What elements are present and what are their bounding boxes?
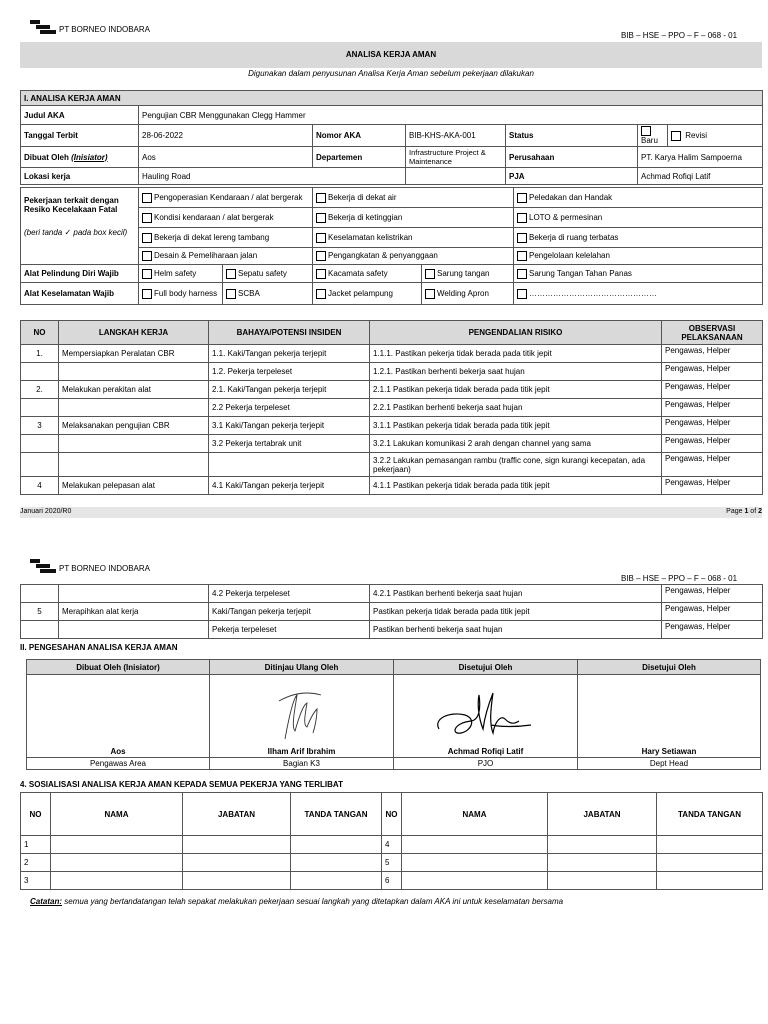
approval-sign-cell (394, 675, 578, 758)
risk-checkbox[interactable] (316, 251, 326, 261)
apd-label: Alat Pelindung Diri Wajib (21, 265, 139, 283)
risk-item-label: Bekerja di ketinggian (328, 212, 403, 222)
step-bahaya: 2.1. Kaki/Tangan pekerja terjepit (209, 381, 370, 399)
apd-item-label: Sarung Tangan Tahan Panas (529, 268, 632, 278)
approver-role: Pengawas Area (27, 758, 210, 770)
col-no: NO (21, 321, 59, 345)
step-langkah (59, 585, 209, 603)
step-langkah: Mempersiapkan Peralatan CBR (59, 345, 209, 363)
social-row (21, 872, 763, 890)
social-nama-cell[interactable] (402, 836, 548, 854)
step-observasi: Pengawas, Helper (662, 435, 763, 453)
risk-item[interactable] (139, 248, 313, 265)
step-no: 2. (21, 381, 59, 399)
pja-label: PJA (506, 168, 638, 185)
step-bahaya (209, 453, 370, 477)
judul-value: Pengujian CBR Menggunakan Clegg Hammer (139, 106, 763, 125)
signature-achmad (431, 685, 541, 747)
social-jabatan-cell[interactable] (548, 872, 657, 890)
step-bahaya: 3.1 Kaki/Tangan pekerja terjepit (209, 417, 370, 435)
social-col-nama: NAMA (402, 793, 548, 836)
social-jabatan-cell[interactable] (183, 872, 291, 890)
social-no: 4 (382, 836, 402, 854)
step-langkah: Melakukan pelepasan alat (59, 477, 209, 495)
aks-item-label: SCBA (238, 288, 260, 298)
social-col-nama: NAMA (51, 793, 183, 836)
approver-name: Aos (110, 747, 126, 756)
lokasi-blank (406, 168, 506, 185)
aks-checkbox[interactable] (517, 289, 527, 299)
signature-ilham (267, 687, 337, 747)
step-row (21, 417, 763, 435)
dibuat-label (21, 147, 139, 168)
aks-label: Alat Keselamatan Wajib (21, 283, 139, 305)
step-no: 5 (21, 603, 59, 621)
risk-item-label: Pengelolaan kelelahan (529, 251, 610, 261)
steps-table-p1 (20, 320, 763, 495)
apd-item[interactable] (422, 265, 514, 283)
step-row (21, 435, 763, 453)
social-ttd-cell[interactable] (657, 836, 763, 854)
social-nama-cell[interactable] (51, 872, 183, 890)
lokasi-label: Lokasi kerja (21, 168, 139, 185)
aks-checkbox[interactable] (425, 289, 435, 299)
step-observasi: Pengawas, Helper (662, 603, 763, 621)
social-no: 1 (21, 836, 51, 854)
step-row (21, 345, 763, 363)
aks-checkbox[interactable] (226, 289, 236, 299)
risk-item[interactable] (514, 188, 763, 208)
step-langkah: Merapihkan alat kerja (59, 603, 209, 621)
step-langkah (59, 621, 209, 639)
step-bahaya: 2.2 Pekerja terpeleset (209, 399, 370, 417)
risk-label: Pekerjaan terkait dengan Resiko Kecelakaan Fatal (24, 196, 119, 214)
step-pengendalian: 4.2.1 Pastikan berhenti bekerja saat hujan (370, 585, 662, 603)
note-label: Catatan: (30, 897, 63, 906)
step-observasi: Pengawas, Helper (662, 453, 763, 477)
steps-table-p2 (20, 584, 763, 639)
social-col-jabatan: JABATAN (548, 793, 657, 836)
footer-page (726, 508, 762, 515)
perusahaan-label: Perusahaan (506, 147, 638, 168)
tanggal-value: 28-06-2022 (139, 125, 313, 147)
dibuat-label-role: (Inisiator) (71, 152, 108, 162)
social-no: 5 (382, 854, 402, 872)
page-footer (20, 507, 762, 518)
pja-value: Achmad Rofiqi Latif (638, 168, 763, 185)
approval-head: Dibuat Oleh (Inisiator) (27, 660, 210, 675)
apd-item[interactable] (313, 265, 422, 283)
step-bahaya: 1.2. Pekerja terpeleset (209, 363, 370, 381)
step-no (21, 621, 59, 639)
social-jabatan-cell[interactable] (183, 854, 291, 872)
risk-item[interactable] (139, 188, 313, 208)
step-bahaya: Pekerja terpeleset (209, 621, 370, 639)
risk-item[interactable] (139, 208, 313, 228)
risk-label-cell (21, 188, 139, 265)
risk-item-label: Bekerja di ruang terbatas (529, 232, 619, 242)
apd-checkbox[interactable] (517, 269, 527, 279)
step-no (21, 585, 59, 603)
aks-item[interactable] (313, 283, 422, 305)
social-jabatan-cell[interactable] (548, 836, 657, 854)
step-observasi: Pengawas, Helper (662, 381, 763, 399)
approver-name: Ilham Arif Ibrahim (267, 747, 336, 756)
apd-item-label: Kacamata safety (328, 268, 388, 278)
social-ttd-cell[interactable] (291, 836, 382, 854)
risk-item[interactable] (514, 228, 763, 248)
approval-sign-cell (210, 675, 394, 758)
aks-checkbox[interactable] (142, 289, 152, 299)
departemen-label: Departemen (313, 147, 406, 168)
borneo-logo-icon (30, 559, 56, 577)
social-col-jabatan: JABATAN (183, 793, 291, 836)
dibuat-label-text: Dibuat Oleh (24, 152, 69, 162)
tanggal-label: Tanggal Terbit (21, 125, 139, 147)
social-body (21, 836, 763, 890)
risk-item-label: LOTO & permesinan (529, 212, 603, 222)
step-no: 4 (21, 477, 59, 495)
step-no: 3 (21, 417, 59, 435)
step-pengendalian: 2.1.1 Pastikan pekerja tidak berada pada titik jepit (370, 381, 662, 399)
approver-name: Achmad Rofiqi Latif (447, 747, 524, 756)
aks-item[interactable] (223, 283, 313, 305)
social-jabatan-cell[interactable] (548, 854, 657, 872)
risk-item-label: Keselamatan kelistrikan (328, 232, 413, 242)
company-name: PT BORNEO INDOBARA (59, 563, 150, 573)
risk-item-label: Pengoperasian Kendaraan / alat bergerak (154, 192, 303, 202)
step-row (21, 453, 763, 477)
equipment-table (20, 264, 763, 305)
company-logo (30, 559, 150, 577)
step-langkah: Melaksanakan pengujian CBR (59, 417, 209, 435)
social-nama-cell[interactable] (51, 836, 183, 854)
risk-item-label: Bekerja di dekat air (328, 192, 397, 202)
col-langkah: LANGKAH KERJA (59, 321, 209, 345)
social-col-ttd: TANDA TANGAN (657, 793, 763, 836)
section-4-title: 4. SOSIALISASI ANALISA KERJA AMAN KEPADA SEMUA PEKERJA YANG TERLIBAT (20, 780, 343, 789)
risk-checkbox[interactable] (142, 213, 152, 223)
risk-item[interactable] (313, 208, 514, 228)
apd-item[interactable] (139, 265, 223, 283)
risk-item-label: Peledakan dan Handak (529, 192, 613, 202)
social-no: 6 (382, 872, 402, 890)
form-title: ANALISA KERJA AMAN (20, 42, 762, 68)
social-row (21, 836, 763, 854)
approver-name: Hary Setiawan (641, 747, 697, 756)
document-code: BIB – HSE – PPO – F – 068 - 01 (621, 31, 738, 40)
social-ttd-cell[interactable] (657, 872, 763, 890)
risk-checkbox[interactable] (142, 193, 152, 203)
company-logo (30, 20, 150, 38)
step-row (21, 381, 763, 399)
step-pengendalian: 2.2.1 Pastikan berhenti bekerja saat hujan (370, 399, 662, 417)
social-nama-cell[interactable] (402, 854, 548, 872)
step-pengendalian: 3.2.1 Lakukan komunikasi 2 arah dengan channel yang sama (370, 435, 662, 453)
page-2 (0, 520, 768, 1024)
page-prefix: Page (726, 508, 745, 515)
risk-item-label: Kondisi kendaraan / alat bergerak (154, 212, 274, 222)
dibuat-value: Aos (139, 147, 313, 168)
risk-checkbox[interactable] (517, 213, 527, 223)
apd-checkbox[interactable] (142, 269, 152, 279)
col-observasi: OBSERVASI PELAKSANAAN (662, 321, 763, 345)
aks-item[interactable] (139, 283, 223, 305)
risk-note: (beri tanda ✓ pada box kecil) (24, 228, 128, 237)
step-no (21, 453, 59, 477)
lokasi-value: Hauling Road (139, 168, 406, 185)
page-total: 2 (758, 508, 762, 515)
aks-item-label: ………………………………………… (529, 288, 657, 298)
risk-checkbox[interactable] (142, 233, 152, 243)
approval-table (26, 659, 761, 770)
step-pengendalian: 3.2.2 Lakukan pemasangan rambu (traffic cone, sign kurangi kecepatan, ada pekerjaan) (370, 453, 662, 477)
page-number: 1 (744, 508, 749, 515)
step-observasi: Pengawas, Helper (662, 399, 763, 417)
social-ttd-cell[interactable] (291, 854, 382, 872)
risk-item[interactable] (514, 248, 763, 265)
risk-item[interactable] (313, 248, 514, 265)
status-revisi-label: Revisi (685, 130, 708, 140)
social-nama-cell[interactable] (51, 854, 183, 872)
approver-role: PJO (394, 758, 578, 770)
socialization-table (20, 792, 763, 890)
risk-checkbox[interactable] (142, 251, 152, 261)
step-pengendalian: Pastikan pekerja tidak berada pada titik jepit (370, 603, 662, 621)
nomor-label: Nomor AKA (313, 125, 406, 147)
step-row (21, 477, 763, 495)
risk-table (20, 187, 763, 265)
aks-item-label: Welding Apron (437, 288, 489, 298)
risk-checkbox[interactable] (316, 213, 326, 223)
social-nama-cell[interactable] (402, 872, 548, 890)
social-col-no: NO (21, 793, 51, 836)
step-pengendalian: 3.1.1 Pastikan pekerja tidak berada pada titik jepit (370, 417, 662, 435)
approval-head: Ditinjau Ulang Oleh (210, 660, 394, 675)
col-pengendalian: PENGENDALIAN RISIKO (370, 321, 662, 345)
step-row (21, 585, 763, 603)
apd-checkbox[interactable] (425, 269, 435, 279)
social-no: 2 (21, 854, 51, 872)
step-pengendalian: Pastikan berhenti bekerja saat hujan (370, 621, 662, 639)
status-revisi[interactable] (668, 125, 763, 147)
document-code: BIB – HSE – PPO – F – 068 - 01 (621, 574, 738, 583)
step-row (21, 621, 763, 639)
note (30, 897, 563, 906)
approver-role: Bagian K3 (210, 758, 394, 770)
social-col-ttd: TANDA TANGAN (291, 793, 382, 836)
approval-sign-cell (27, 675, 210, 758)
step-bahaya: 4.2 Pekerja terpeleset (209, 585, 370, 603)
steps-p2-body (21, 585, 763, 639)
info-table (20, 90, 763, 185)
status-baru-label: Baru (641, 136, 658, 145)
step-observasi: Pengawas, Helper (662, 477, 763, 495)
approver-role: Dept Head (578, 758, 761, 770)
step-langkah (59, 453, 209, 477)
section-1-title: I. ANALISA KERJA AMAN (21, 91, 763, 106)
step-pengendalian: 1.1.1. Pastikan pekerja tidak berada pada titik jepit (370, 345, 662, 363)
step-no (21, 399, 59, 417)
aks-item[interactable] (422, 283, 514, 305)
risk-checkbox[interactable] (517, 251, 527, 261)
apd-item[interactable] (223, 265, 313, 283)
step-row (21, 399, 763, 417)
status-revisi-checkbox[interactable] (671, 131, 681, 141)
social-col-no: NO (382, 793, 402, 836)
step-no: 1. (21, 345, 59, 363)
step-observasi: Pengawas, Helper (662, 621, 763, 639)
company-name: PT BORNEO INDOBARA (59, 24, 150, 34)
step-pengendalian: 1.2.1. Pastikan berhenti bekerja saat hujan (370, 363, 662, 381)
step-observasi: Pengawas, Helper (662, 363, 763, 381)
status-baru[interactable] (638, 125, 668, 147)
apd-checkbox[interactable] (316, 269, 326, 279)
risk-checkbox[interactable] (517, 233, 527, 243)
apd-item-label: Sarung tangan (437, 268, 490, 278)
step-langkah: Melakukan perakitan alat (59, 381, 209, 399)
social-row (21, 854, 763, 872)
social-jabatan-cell[interactable] (183, 836, 291, 854)
risk-item[interactable] (514, 208, 763, 228)
section-2-title: II. PENGESAHAN ANALISA KERJA AMAN (20, 643, 178, 652)
risk-item[interactable] (139, 228, 313, 248)
borneo-logo-icon (30, 20, 56, 38)
step-observasi: Pengawas, Helper (662, 585, 763, 603)
social-no: 3 (21, 872, 51, 890)
risk-item[interactable] (313, 188, 514, 208)
risk-item[interactable] (313, 228, 514, 248)
step-bahaya: 4.1 Kaki/Tangan pekerja terjepit (209, 477, 370, 495)
apd-checkbox[interactable] (226, 269, 236, 279)
risk-checkbox[interactable] (517, 193, 527, 203)
approval-sign-cell (578, 675, 761, 758)
status-label: Status (506, 125, 638, 147)
step-langkah (59, 399, 209, 417)
risk-checkbox[interactable] (316, 233, 326, 243)
step-bahaya: Kaki/Tangan pekerja terjepit (209, 603, 370, 621)
page-of: of (748, 508, 759, 515)
social-ttd-cell[interactable] (291, 872, 382, 890)
risk-checkbox[interactable] (316, 193, 326, 203)
note-text: semua yang bertandatangan telah sepakat melakukan pekerjaan sesuai langkah yang ditetapkan dalam AKA ini untuk keselamatan bersama (62, 897, 564, 906)
apd-item-label: Helm safety (154, 268, 197, 278)
approval-head: Disetujui Oleh (578, 660, 761, 675)
departemen-value: Infrastructure Project & Maintenance (406, 147, 506, 168)
risk-item-label: Pengangkatan & penyanggaan (328, 251, 438, 261)
step-no (21, 363, 59, 381)
step-bahaya: 3.2 Pekerja tertabrak unit (209, 435, 370, 453)
step-observasi: Pengawas, Helper (662, 345, 763, 363)
footer-revision: Januari 2020/R0 (20, 508, 72, 515)
step-langkah (59, 363, 209, 381)
apd-item-label: Sepatu safety (238, 268, 287, 278)
judul-label: Judul AKA (21, 106, 139, 125)
step-no (21, 435, 59, 453)
approval-head: Disetujui Oleh (394, 660, 578, 675)
risk-item-label: Bekerja di dekat lereng tambang (154, 232, 270, 242)
perusahaan-value: PT. Karya Halim Sampoerna (638, 147, 763, 168)
steps-p1-body (21, 345, 763, 495)
risk-item-label: Desain & Pemeliharaan jalan (154, 251, 258, 261)
col-bahaya: BAHAYA/POTENSI INSIDEN (209, 321, 370, 345)
status-baru-checkbox[interactable] (641, 126, 651, 136)
social-ttd-cell[interactable] (657, 854, 763, 872)
step-observasi: Pengawas, Helper (662, 417, 763, 435)
aks-item-label: Full body harness (154, 288, 218, 298)
step-row (21, 603, 763, 621)
step-langkah (59, 435, 209, 453)
aks-item[interactable] (514, 283, 763, 305)
form-subtitle: Digunakan dalam penyusunan Analisa Kerja Aman sebelum pekerjaan dilakukan (248, 69, 534, 78)
step-pengendalian: 4.1.1 Pastikan pekerja tidak berada pada titik jepit (370, 477, 662, 495)
step-row (21, 363, 763, 381)
step-bahaya: 1.1. Kaki/Tangan pekerja terjepit (209, 345, 370, 363)
aks-item-label: Jacket pelampung (328, 288, 393, 298)
nomor-value: BIB-KHS-AKA-001 (406, 125, 506, 147)
aks-checkbox[interactable] (316, 289, 326, 299)
apd-item[interactable] (514, 265, 763, 283)
